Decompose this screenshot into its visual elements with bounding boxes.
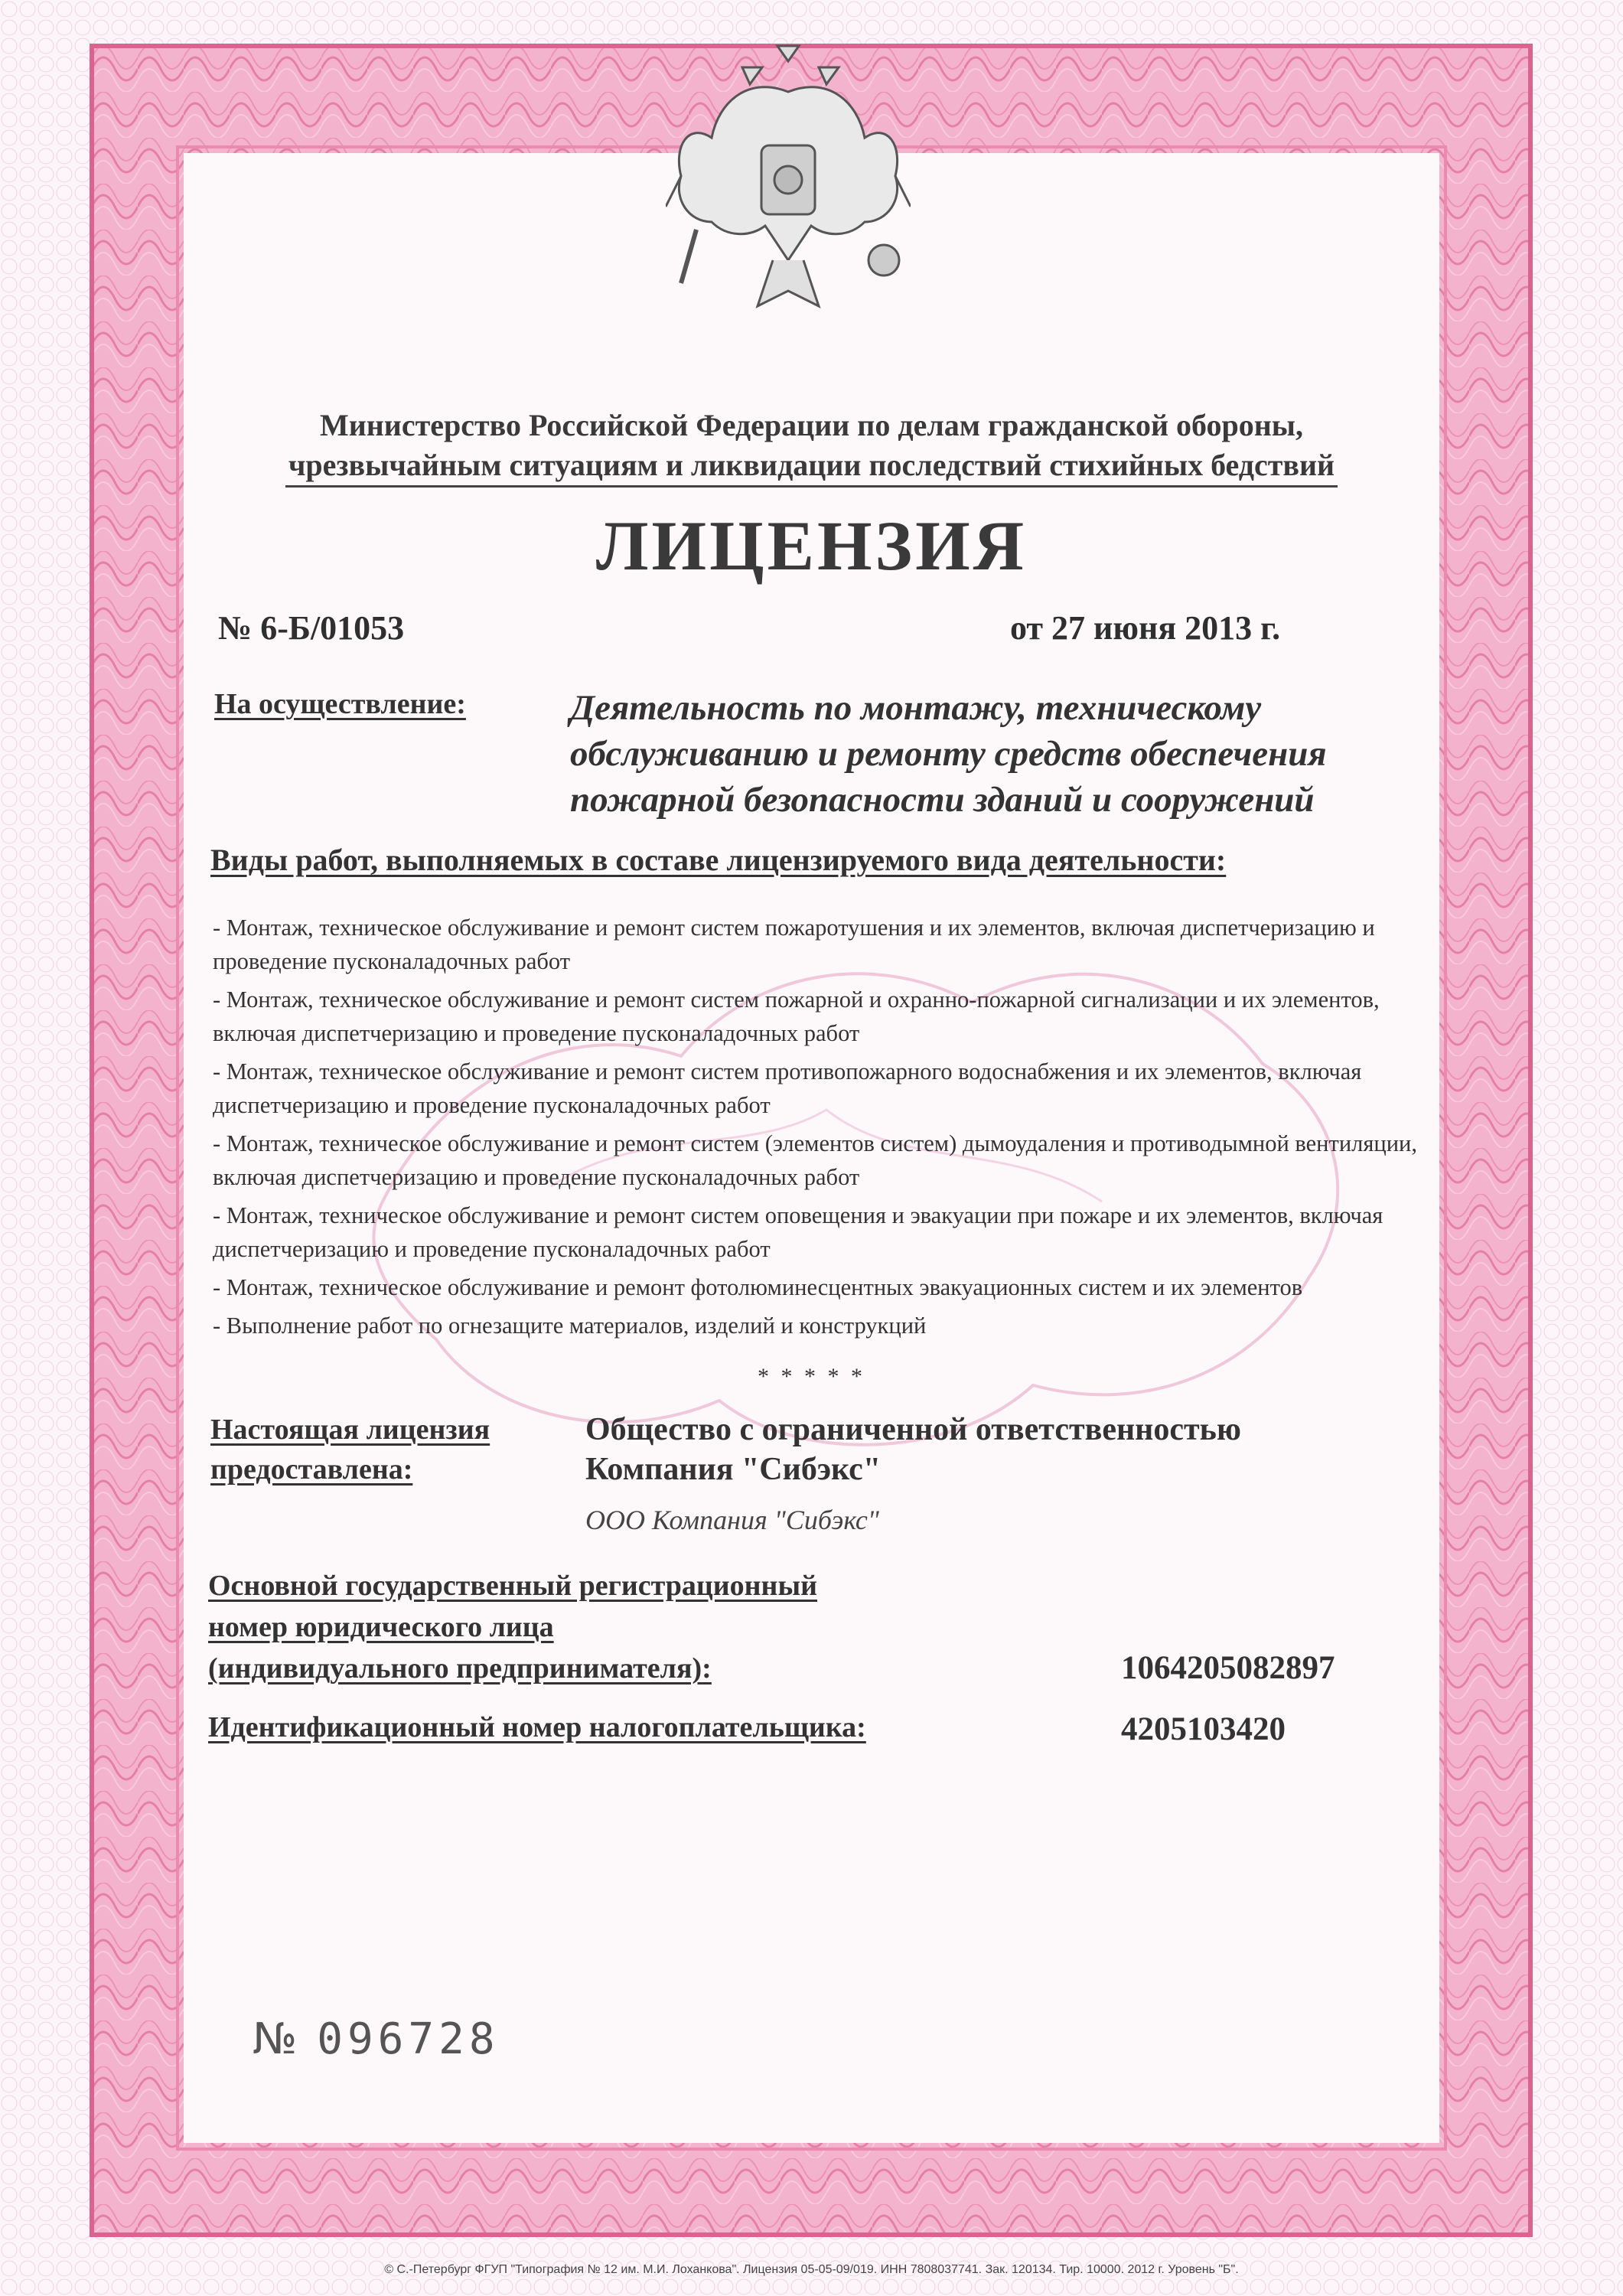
license-date: от 27 июня 2013 г. <box>1010 609 1281 647</box>
list-item: - Монтаж, техническое обслуживание и ремонт фотолюминесцентных эвакуационных систем и их элементов <box>213 1274 1303 1300</box>
list-item: - Монтаж, техническое обслуживание и ремонт систем противопожарного водоснабжения и их элементов, включая диспетчеризацию и проведение пусконаладочных работ <box>213 1058 1362 1118</box>
licensee-name-line-2: Компания "Сибэкс" <box>585 1452 882 1487</box>
list-item: - Монтаж, техническое обслуживание и ремонт систем пожарной и охранно-пожарной сигнализации и их элементов, включая диспетчеризацию и проведение пусконаладочных работ <box>213 987 1380 1046</box>
ogrn-label <box>208 1565 817 1689</box>
licensee-label-line-1: Настоящая лицензия <box>210 1414 490 1446</box>
separator-stars: * * * * * <box>758 1364 865 1389</box>
ogrn-label-line-1: Основной государственный регистрационный <box>208 1570 818 1602</box>
activity-text: Деятельность по монтажу, техническому обслуживанию и ремонту средств обеспечения пожарной безопасности зданий и сооружений <box>570 688 1327 820</box>
ministry-line-1: Министерство Российской Федерации по делам гражданской обороны, <box>319 408 1304 442</box>
number-sign: № <box>253 2014 298 2064</box>
licensee-full-name <box>585 1410 1241 1489</box>
list-item: - Выполнение работ по огнезащите материалов, изделий и конструкций <box>213 1313 927 1339</box>
work-types-list <box>213 911 1437 1347</box>
document-title: ЛИЦЕНЗИЯ <box>595 507 1028 585</box>
ogrn-value: 1064205082897 <box>1121 1650 1335 1686</box>
list-item: - Монтаж, техническое обслуживание и ремонт систем пожаротушения и их элементов, включая диспетчеризацию и проведение пусконаладочных работ <box>213 915 1375 974</box>
ogrn-label-line-3: (индивидуального предпринимателя): <box>208 1652 712 1684</box>
blank-serial-number <box>253 2014 500 2064</box>
inn-value: 4205103420 <box>1121 1711 1286 1747</box>
ministry-name <box>0 406 1623 488</box>
licensee-label-line-2: предоставлена: <box>210 1453 413 1486</box>
russian-coat-of-arms-icon <box>666 31 911 344</box>
activity-label: На осуществление: <box>214 688 466 720</box>
ministry-line-2: чрезвычайным ситуациям и ликвидации последствий стихийных бедствий <box>285 445 1338 488</box>
list-item: - Монтаж, техническое обслуживание и ремонт систем (элементов систем) дымоудаления и противодымной вентиляции, включая диспетчеризацию и проведение пусконаладочных работ <box>213 1130 1417 1190</box>
licensee-short-name: ООО Компания "Сибэкс" <box>585 1505 879 1535</box>
inn-label: Идентификационный номер налогоплательщика: <box>208 1711 866 1743</box>
list-item: - Монтаж, техническое обслуживание и ремонт систем оповещения и эвакуации при пожаре и их элементов, включая диспетчеризацию и проведение пусконаладочных работ <box>213 1202 1383 1262</box>
licensee-name-line-1: Общество с ограниченной ответственностью <box>585 1412 1241 1447</box>
ogrn-label-line-2: номер юридического лица <box>208 1611 554 1643</box>
work-types-heading: Виды работ, выполняемых в составе лицензируемого вида деятельности: <box>210 843 1227 877</box>
license-number: № 6-Б/01053 <box>218 609 405 647</box>
licensee-label <box>210 1410 490 1489</box>
printer-imprint: © С.-Петербург ФГУП "Типография № 12 им. М.И. Лоханкова". Лицензия 05-05-09/019. ИНН 7808037741. Зак. 120134. Тир. 10000. 2012 г. Уровень "Б". <box>384 2263 1239 2276</box>
serial-digits: 096728 <box>317 2014 500 2064</box>
